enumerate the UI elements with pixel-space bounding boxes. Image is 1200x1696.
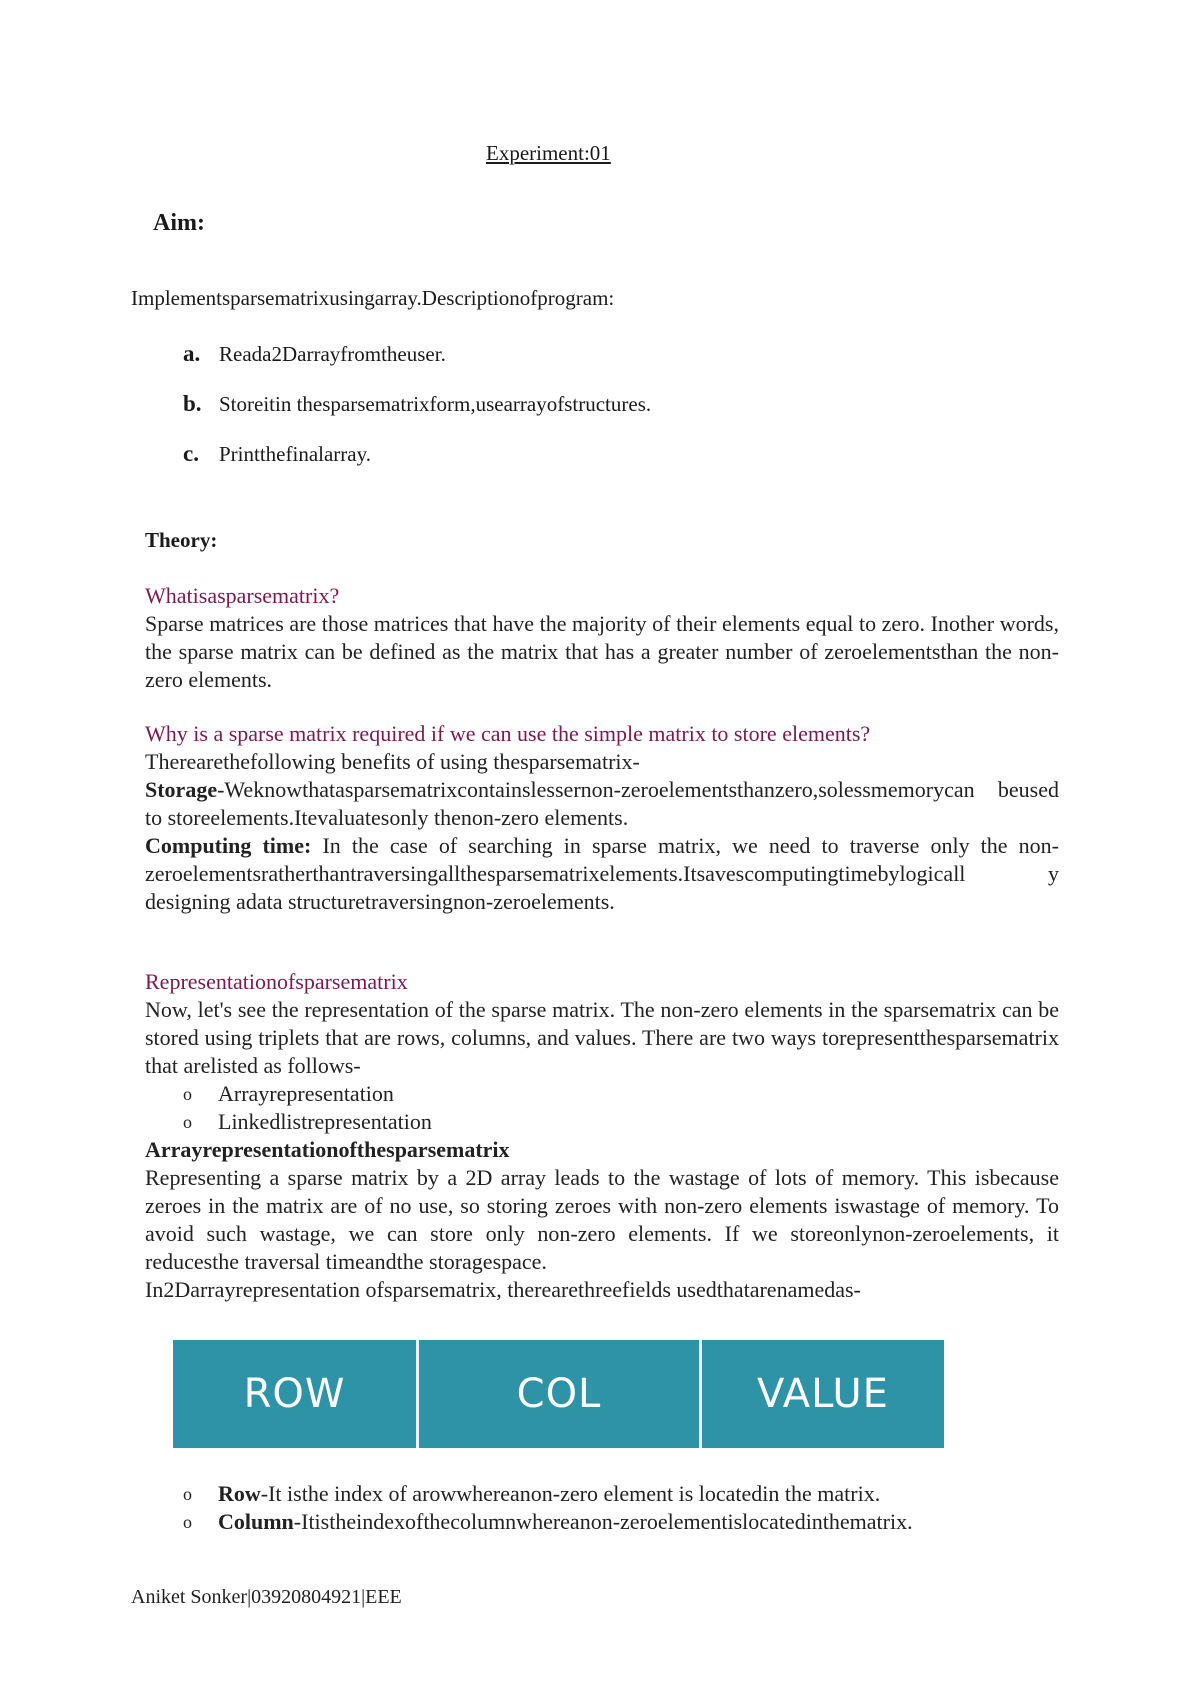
- computing-paragraph: [145, 832, 1059, 916]
- step-text: Printthefinalarray.: [219, 442, 371, 466]
- step-marker: b.: [183, 391, 202, 416]
- bullet-icon: o: [183, 1112, 192, 1132]
- section-why-required: [145, 720, 1059, 916]
- storage-paragraph: [145, 776, 1059, 832]
- why-heading: Why is a sparse matrix required if we can use the simple matrix to store elements?: [145, 721, 871, 746]
- list-item: [145, 1480, 1059, 1508]
- array-rep-heading: Arrayrepresentationofthesparsematrix: [145, 1137, 510, 1162]
- bullet-text: Linkedlistrepresentation: [218, 1109, 432, 1134]
- what-is-text: Sparse matrices are those matrices that have the majority of their elements equal to zero. Inother words, the sparse matrix can be defined as the matrix that has a greater number of zeroelementsthan the non-zero elements.: [145, 611, 1059, 692]
- field-label: Row: [218, 1481, 261, 1506]
- section-what-is: [145, 582, 1059, 694]
- field-col: COL: [419, 1340, 702, 1448]
- list-item: [145, 1080, 1059, 1108]
- step-b: [183, 391, 651, 417]
- computing-label: Computing time:: [145, 833, 312, 858]
- bullet-icon: o: [183, 1484, 192, 1504]
- what-is-heading: Whatisasparsematrix?: [145, 583, 340, 608]
- field-text: -Itistheindexofthecolumnwhereanon-zeroelementislocatedinthematrix.: [293, 1509, 913, 1534]
- bullet-icon: o: [183, 1512, 192, 1532]
- field-value: VALUE: [756, 1371, 889, 1417]
- step-text: Reada2Darrayfromtheuser.: [219, 342, 446, 366]
- why-intro: Therearethefollowing benefits of using thesparsematrix-: [145, 749, 640, 774]
- bullet-text: Arrayrepresentation: [218, 1081, 394, 1106]
- field-text: -It isthe index of arowwhereanon-zero element is locatedin the matrix.: [260, 1481, 881, 1506]
- storage-label: Storage: [145, 777, 218, 802]
- page-footer: Aniket Sonker|03920804921|EEE: [131, 1586, 402, 1608]
- triplet-fields-figure: [173, 1340, 944, 1448]
- step-marker: a.: [183, 341, 201, 366]
- list-item: [145, 1108, 1059, 1136]
- aim-heading: Aim:: [153, 210, 205, 236]
- step-c: [183, 441, 371, 467]
- theory-heading: Theory:: [145, 528, 218, 552]
- field-definitions: [145, 1480, 1059, 1536]
- field-row: ROW: [173, 1340, 419, 1448]
- aim-description: Implementsparsematrixusingarray.Descriptionofprogram:: [131, 286, 615, 310]
- step-marker: c.: [183, 441, 199, 466]
- field-label: Column: [218, 1509, 294, 1534]
- step-text: Storeitin thesparsematrixform,usearrayofstructures.: [219, 392, 652, 416]
- bullet-icon: o: [183, 1084, 192, 1104]
- page-title: Experiment:01: [486, 141, 611, 165]
- list-item: [145, 1508, 1059, 1536]
- representation-heading: Representationofsparsematrix: [145, 969, 408, 994]
- fields-intro: In2Darrayrepresentation ofsparsematrix, therearethreefields usedthatarenamedas-: [145, 1277, 861, 1302]
- section-representation: [145, 968, 1059, 1304]
- computing-text: In the case of searching in sparse matrix, we need to traverse only the non-zeroelementsratherthantraversingallthesparsematrixelements.Itsavescomputingtimebylogicall y designing adata structuretraversingnon-zeroelements.: [145, 833, 1059, 914]
- representation-text: Now, let's see the representation of the sparse matrix. The non-zero elements in the sparsematrix can be stored using triplets that are rows, columns, and values. There are two ways torepresentthesparsematrix that arelisted as follows-: [145, 997, 1059, 1078]
- array-rep-text: Representing a sparse matrix by a 2D array leads to the wastage of lots of memory. This isbecause zeroes in the matrix are of no use, so storing zeroes with non-zero elements iswastage of memory. To avoid such wastage, we can store only non-zero elements. If we storeonlynon-zeroelements, it reducesthe traversal timeandthe storagespace.: [145, 1165, 1059, 1274]
- step-a: [183, 341, 446, 367]
- storage-text: -Weknowthatasparsematrixcontainslessernon-zeroelementsthanzero,solessmemorycan beused to storeelements.Itevaluatesonly thenon-zero elements.: [145, 777, 1059, 830]
